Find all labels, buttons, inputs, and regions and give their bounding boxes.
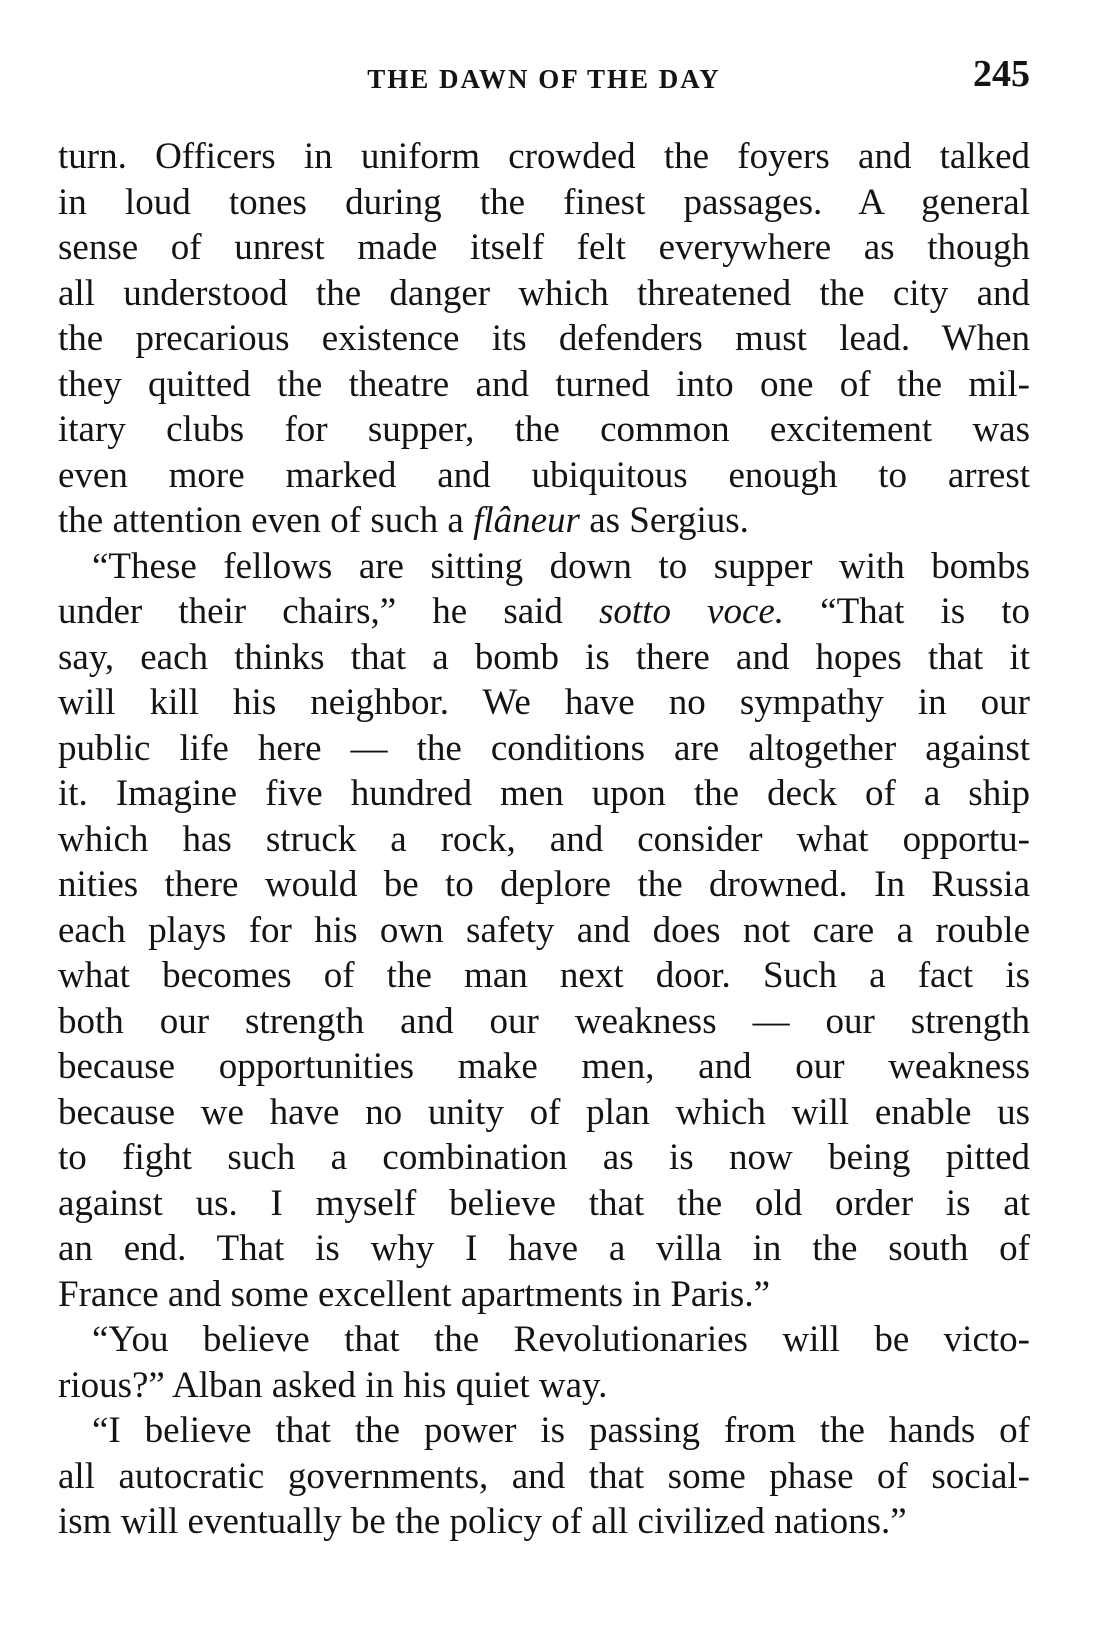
text-line: rious?” Alban asked in his quiet way.: [58, 1364, 608, 1406]
text-line: because opportunities make men, and our weakness: [58, 1046, 1030, 1087]
text-segment: “That is to: [784, 591, 1030, 632]
text-line: in loud tones during the finest passages. A general: [58, 181, 1030, 223]
text-line: against us. I myself believe that the old order is at: [58, 1182, 1030, 1224]
body-text: [58, 134, 1030, 1545]
running-title: THE DAWN OF THE DAY: [367, 64, 721, 94]
text-line: both our strength and our weakness — our strength: [58, 1000, 1030, 1042]
text-line: because we have no unity of plan which will enable us: [58, 1091, 1030, 1133]
text-line: [58, 498, 1030, 544]
italic-term-sotto-voce: sotto voce.: [599, 591, 785, 632]
page-number: 245: [973, 53, 1030, 95]
text-line: sense of unrest made itself felt everywhere as though: [58, 227, 1030, 268]
text-line: it. Imagine five hundred men upon the deck of a ship: [58, 773, 1030, 814]
text-line: turn. Officers in uniform crowded the foyers and talked: [58, 136, 1030, 177]
text-line: “These fellows are sitting down to supper with bombs: [92, 545, 1030, 587]
text-line: what becomes of the man next door. Such a fact is: [58, 955, 1030, 996]
text-line: nities there would be to deplore the drowned. In Russia: [58, 864, 1030, 905]
text-line: “You believe that the Revolutionaries will be victo-: [92, 1319, 1030, 1360]
text-line: which has struck a rock, and consider what opportu-: [58, 818, 1030, 860]
text-line: they quitted the theatre and turned into one of the mil-: [58, 363, 1030, 405]
text-line: ism will eventually be the policy of all civilized nations.”: [58, 1501, 907, 1542]
text-line: “I believe that the power is passing from the hands of: [92, 1410, 1030, 1451]
running-header: [58, 52, 1030, 104]
text-line: itary clubs for supper, the common excitement was: [58, 409, 1030, 450]
text-line: the precarious existence its defenders must lead. When: [58, 318, 1030, 359]
text-line: even more marked and ubiquitous enough to arrest: [58, 454, 1030, 496]
text-line: each plays for his own safety and does not care a rouble: [58, 909, 1030, 951]
text-segment: as Sergius.: [579, 500, 749, 541]
text-segment: under their chairs,” he said: [58, 591, 599, 632]
text-line: will kill his neighbor. We have no sympathy in our: [58, 682, 1030, 723]
text-segment: the attention even of such a: [58, 500, 474, 541]
text-line: to fight such a combination as is now being pitted: [58, 1137, 1030, 1178]
italic-term-flaneur: flâneur: [473, 500, 580, 541]
text-line: all understood the danger which threatened the city and: [58, 272, 1030, 314]
text-line: public life here — the conditions are altogether against: [58, 727, 1030, 769]
text-line: all autocratic governments, and that some phase of social-: [58, 1455, 1030, 1497]
text-line: France and some excellent apartments in Paris.”: [58, 1273, 770, 1315]
text-line: an end. That is why I have a villa in the south of: [58, 1228, 1030, 1269]
text-line: say, each thinks that a bomb is there and hopes that it: [58, 636, 1030, 678]
text-line: [58, 589, 1030, 635]
